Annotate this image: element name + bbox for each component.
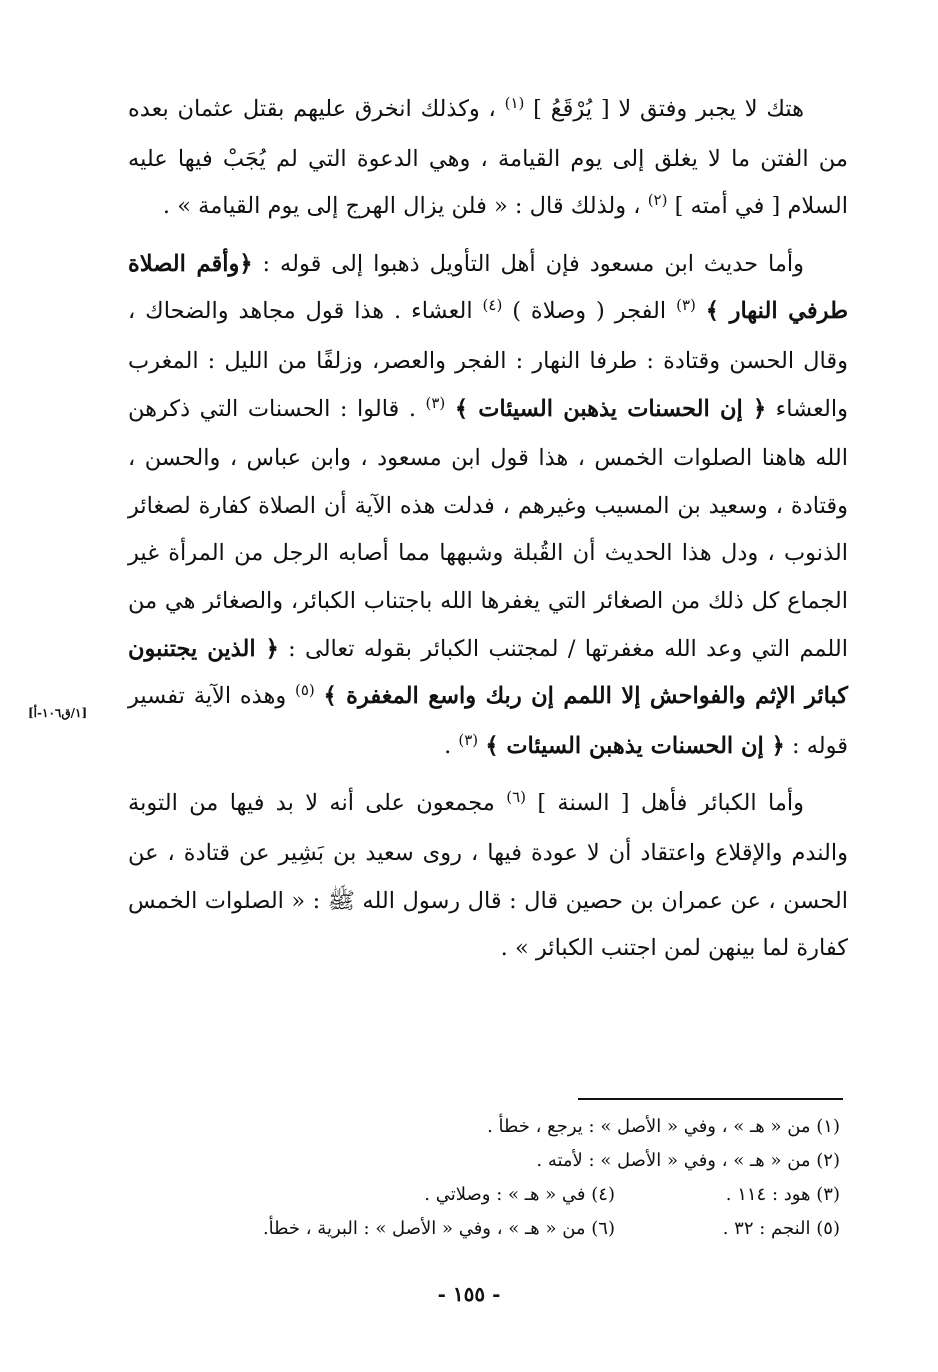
text-segment: . قالوا : الحسنات التي ذكرهن الله هاهنا الصلوات الخمس ، هذا قول ابن مسعود ، وابن عباس ، والحسن ، وقتادة ، وسعيد بن المسيب وغيرهم ، فدلت هذه الآية أن الصلاة كفارة لصغائر الذنوب ، ودل هذا الحديث أن القُبلة وشبهها مما أصابه الرجل من المرأة غير الجماع كل ذلك من الصغائر التي يغفرها الله باجتناب الكبائر، والصغائر هي من اللمم التي وعد الله مغفرتها / لمجتنب الكبائر بقوله تعالى : xyxy=(128,395,848,662)
quran-verse: ﴿وأقم الصلاة طرفي النهار ﴾ xyxy=(128,250,849,325)
main-text xyxy=(128,86,848,973)
text-segment: ، ولذلك قال : « فلن يزال الهرج إلى يوم القيامة » . xyxy=(162,193,648,220)
footnote-row xyxy=(150,1212,840,1246)
footnote-marker: (٢) xyxy=(647,191,668,210)
text-segment: وأما حديث ابن مسعود فإن أهل التأويل ذهبوا إلى قوله : xyxy=(252,250,804,277)
quran-verse: ﴿ إن الحسنات يذهبن السيئات ﴾ xyxy=(485,732,785,759)
text-segment xyxy=(315,683,324,709)
paragraph xyxy=(128,780,848,972)
footnote: (٦) من « هـ » ، وفي « الأصل » : البرية ، خطأ. xyxy=(262,1218,615,1239)
footnote-marker: (٣) xyxy=(676,296,696,315)
footnote-separator xyxy=(578,1098,843,1100)
footnote: (٢) من « هـ » ، وفي « الأصل » : لأمته . xyxy=(536,1150,840,1171)
text-segment: مجمعون على أنه لا بد فيها من التوبة والندم والإقلاع واعتقاد أن لا عودة فيها ، روى سعيد بن بَشِير عن قتادة ، عن الحسن ، عن عمران بن حصين قال : قال رسول الله ﷺ : « الصلوات الخمس كفارة لما بينهن لمن اجتنب الكبائر » . xyxy=(128,790,848,962)
footnote-marker: (٤) xyxy=(482,296,503,315)
text-segment: وهذه الآية تفسير قوله : xyxy=(128,683,848,759)
quran-verse: ﴿ الذين يجتنبون كبائر الإثم والفواحش إلا اللمم إن ربك واسع المغفرة ﴾ xyxy=(128,635,848,710)
text-segment: ، وكذلك انخرق عليهم بقتل عثمان بعده من الفتن ما لا يغلق إلى يوم القيامة ، وهي الدعوة التي لم يُجَبْ فيها عليه السلام [ في أمته ] xyxy=(128,96,848,220)
text-segment: وأما الكبائر فأهل [ السنة ] xyxy=(525,790,804,817)
footnote-marker: (٦) xyxy=(506,788,526,807)
footnote-row xyxy=(150,1144,840,1178)
paragraph xyxy=(128,241,848,773)
text-segment: هتك لا يجبر وفتق لا [ يُرْقَعُ ] xyxy=(524,96,804,122)
footnote-marker: (٣) xyxy=(425,393,446,412)
footnote-row xyxy=(150,1178,840,1212)
manuscript-folio-note: [١/ق١٠٦-أ] xyxy=(28,706,88,720)
footnote-marker: (٥) xyxy=(294,681,315,700)
footnote: (١) من « هـ » ، وفي « الأصل » : يرجع ، خطأ . xyxy=(487,1116,840,1137)
page-number: - ١٥٥ - xyxy=(437,1282,501,1306)
footnote: (٤) في « هـ » : وصلاتي . xyxy=(424,1184,615,1205)
footnotes xyxy=(150,1110,840,1246)
footnote-marker: (٣) xyxy=(458,730,479,749)
footnote: (٥) النجم : ٣٢ . xyxy=(722,1218,840,1239)
text-segment xyxy=(696,298,706,324)
footnote-marker: (١) xyxy=(504,94,525,112)
quran-verse: ﴿ إن الحسنات يذهبن السيئات ﴾ xyxy=(454,395,767,422)
text-segment xyxy=(445,396,455,422)
text-segment: . xyxy=(444,732,459,759)
text-segment: العشاء . هذا قول مجاهد والضحاك ، وقال الحسن وقتادة : طرفا النهار : الفجر والعصر، وزلفًا من الليل : المغرب والعشاء xyxy=(128,298,848,422)
text-segment: الفجر ( وصلاة ) xyxy=(502,298,677,325)
paragraph xyxy=(128,86,848,233)
footnote: (٣) هود : ١١٤ . xyxy=(725,1184,840,1205)
footnote-row xyxy=(150,1110,840,1144)
